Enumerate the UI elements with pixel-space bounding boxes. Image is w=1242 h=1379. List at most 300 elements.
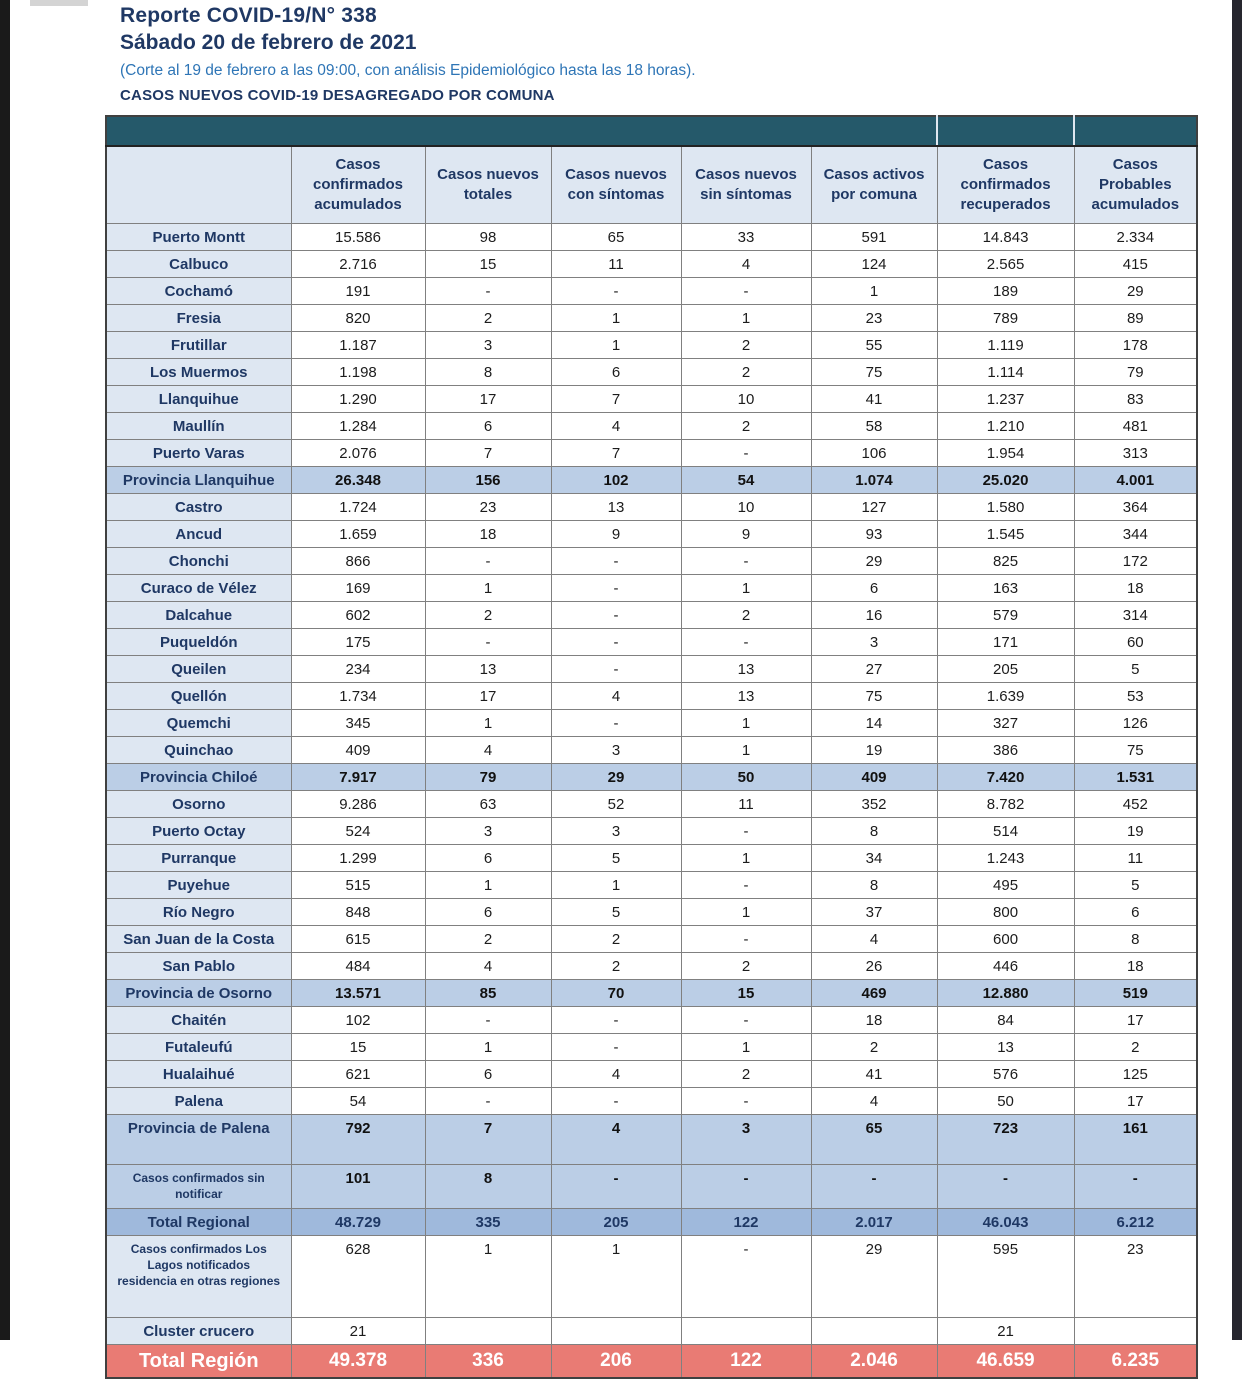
data-cell: 9.286 [291, 791, 425, 818]
data-cell: - [551, 1088, 681, 1115]
data-cell: 127 [811, 494, 937, 521]
data-cell: 3 [425, 332, 551, 359]
data-cell: 3 [425, 818, 551, 845]
data-cell: 1.290 [291, 386, 425, 413]
row-label: San Juan de la Costa [106, 926, 291, 953]
data-cell: 314 [1074, 602, 1197, 629]
data-cell: 514 [937, 818, 1074, 845]
data-cell: 600 [937, 926, 1074, 953]
data-cell: 352 [811, 791, 937, 818]
data-cell: 2.334 [1074, 224, 1197, 251]
row-label: Total Regional [106, 1209, 291, 1236]
data-cell: 6 [425, 1061, 551, 1088]
row-label: Ancud [106, 521, 291, 548]
data-cell: - [681, 818, 811, 845]
data-cell: 1 [681, 710, 811, 737]
row-label: Quinchao [106, 737, 291, 764]
teal-band-row [106, 116, 1197, 146]
data-cell: 11 [1074, 845, 1197, 872]
data-cell: - [681, 1165, 811, 1209]
data-cell: 6 [425, 413, 551, 440]
column-header: Casos confirmados acumulados [291, 146, 425, 224]
data-cell: 106 [811, 440, 937, 467]
table-row [106, 872, 1197, 899]
row-label: Llanquihue [106, 386, 291, 413]
data-cell: 1 [551, 332, 681, 359]
data-cell: 1 [425, 1236, 551, 1318]
data-cell: 18 [1074, 575, 1197, 602]
data-cell: 17 [1074, 1007, 1197, 1034]
data-cell: 1.243 [937, 845, 1074, 872]
data-cell: - [551, 1165, 681, 1209]
column-header: Casos nuevos sin síntomas [681, 146, 811, 224]
data-cell: 189 [937, 278, 1074, 305]
table-row [106, 575, 1197, 602]
data-cell: 8 [1074, 926, 1197, 953]
data-cell: 415 [1074, 251, 1197, 278]
data-cell: 26 [811, 953, 937, 980]
data-cell: 7 [425, 440, 551, 467]
data-cell: 7.917 [291, 764, 425, 791]
data-cell: 519 [1074, 980, 1197, 1007]
table-row [106, 278, 1197, 305]
table-row [106, 926, 1197, 953]
row-label: Puerto Varas [106, 440, 291, 467]
data-cell: 1.659 [291, 521, 425, 548]
data-cell: - [681, 440, 811, 467]
data-cell: 792 [291, 1115, 425, 1165]
data-cell: 29 [811, 548, 937, 575]
data-cell: 18 [425, 521, 551, 548]
data-cell: 124 [811, 251, 937, 278]
data-cell: 6 [1074, 899, 1197, 926]
data-cell: 9 [681, 521, 811, 548]
left-edge-bar [0, 0, 10, 1340]
data-cell: 52 [551, 791, 681, 818]
row-label: Curaco de Vélez [106, 575, 291, 602]
data-cell: 9 [551, 521, 681, 548]
data-cell: 1 [681, 845, 811, 872]
data-cell: 615 [291, 926, 425, 953]
data-cell: 21 [937, 1318, 1074, 1345]
data-cell: 820 [291, 305, 425, 332]
table-row [106, 305, 1197, 332]
data-cell: 206 [551, 1345, 681, 1379]
data-cell: 469 [811, 980, 937, 1007]
data-cell: 1.545 [937, 521, 1074, 548]
row-label: San Pablo [106, 953, 291, 980]
row-label: Casos confirmados sin notificar [106, 1165, 291, 1209]
data-cell: - [551, 548, 681, 575]
data-cell: 3 [811, 629, 937, 656]
row-label: Puerto Octay [106, 818, 291, 845]
data-cell: 14 [811, 710, 937, 737]
data-cell: - [551, 278, 681, 305]
data-cell: 23 [811, 305, 937, 332]
table-row [106, 332, 1197, 359]
data-cell: 15.586 [291, 224, 425, 251]
data-cell: - [551, 1007, 681, 1034]
data-cell: - [551, 629, 681, 656]
table-row [106, 1236, 1197, 1318]
data-cell: 409 [291, 737, 425, 764]
table-row [106, 548, 1197, 575]
table-row [106, 602, 1197, 629]
data-cell: 1.580 [937, 494, 1074, 521]
row-label: Palena [106, 1088, 291, 1115]
top-gray-strip [30, 0, 88, 6]
data-cell: 49.378 [291, 1345, 425, 1379]
data-cell: 2 [681, 602, 811, 629]
row-label: Futaleufú [106, 1034, 291, 1061]
data-cell: 4 [551, 1115, 681, 1165]
data-cell: - [811, 1165, 937, 1209]
table-row [106, 1034, 1197, 1061]
data-cell: 1.639 [937, 683, 1074, 710]
table-row [106, 1345, 1197, 1379]
data-cell: 1.114 [937, 359, 1074, 386]
data-cell: 2.017 [811, 1209, 937, 1236]
data-cell: 3 [551, 818, 681, 845]
data-cell: 4 [681, 251, 811, 278]
row-label: Fresia [106, 305, 291, 332]
row-label: Cluster crucero [106, 1318, 291, 1345]
data-cell: 1 [681, 1034, 811, 1061]
data-cell: 364 [1074, 494, 1197, 521]
data-cell: 21 [291, 1318, 425, 1345]
data-cell: 1 [425, 1034, 551, 1061]
data-cell: 1.210 [937, 413, 1074, 440]
table-row [106, 1115, 1197, 1165]
data-cell: - [681, 629, 811, 656]
table-row [106, 656, 1197, 683]
table-row [106, 683, 1197, 710]
data-cell: 628 [291, 1236, 425, 1318]
row-label: Puerto Montt [106, 224, 291, 251]
data-cell: - [551, 602, 681, 629]
row-label: Dalcahue [106, 602, 291, 629]
data-cell: 2 [1074, 1034, 1197, 1061]
column-header: Casos confirmados recuperados [937, 146, 1074, 224]
data-cell: 4.001 [1074, 467, 1197, 494]
data-cell: 26.348 [291, 467, 425, 494]
data-cell: 11 [681, 791, 811, 818]
row-label: Provincia de Osorno [106, 980, 291, 1007]
data-cell: 1 [681, 899, 811, 926]
data-cell: 579 [937, 602, 1074, 629]
row-label: Quellón [106, 683, 291, 710]
data-cell: 4 [551, 683, 681, 710]
data-cell: 591 [811, 224, 937, 251]
table-row [106, 1165, 1197, 1209]
data-cell: 3 [681, 1115, 811, 1165]
table-row [106, 251, 1197, 278]
data-cell: 33 [681, 224, 811, 251]
data-cell: 102 [551, 467, 681, 494]
data-cell: 48.729 [291, 1209, 425, 1236]
data-cell: 46.659 [937, 1345, 1074, 1379]
data-cell: 13 [681, 656, 811, 683]
data-cell: - [681, 278, 811, 305]
table-row [106, 845, 1197, 872]
data-cell: 481 [1074, 413, 1197, 440]
data-cell: 2 [681, 413, 811, 440]
data-cell: 14.843 [937, 224, 1074, 251]
data-cell: 495 [937, 872, 1074, 899]
data-cell: 58 [811, 413, 937, 440]
table-row [106, 467, 1197, 494]
data-cell: 7 [551, 440, 681, 467]
data-cell: 8 [811, 818, 937, 845]
data-cell: 4 [551, 1061, 681, 1088]
data-cell: 2 [681, 359, 811, 386]
table-row [106, 1318, 1197, 1345]
data-cell: 75 [1074, 737, 1197, 764]
data-cell: 1 [551, 1236, 681, 1318]
data-cell: 122 [681, 1345, 811, 1379]
data-cell: - [425, 1007, 551, 1034]
data-cell: 335 [425, 1209, 551, 1236]
data-cell: 25.020 [937, 467, 1074, 494]
data-cell: - [425, 1088, 551, 1115]
data-cell: 6.212 [1074, 1209, 1197, 1236]
data-cell: 4 [811, 1088, 937, 1115]
data-cell: 75 [811, 683, 937, 710]
table-row [106, 440, 1197, 467]
data-cell: 602 [291, 602, 425, 629]
data-cell: 1 [681, 305, 811, 332]
data-cell: 79 [1074, 359, 1197, 386]
data-cell: - [425, 278, 551, 305]
table-row [106, 764, 1197, 791]
data-cell: 336 [425, 1345, 551, 1379]
data-cell: 29 [551, 764, 681, 791]
data-cell [425, 1318, 551, 1345]
data-cell: 19 [1074, 818, 1197, 845]
teal-band-segment [937, 116, 1074, 146]
data-cell: - [681, 1236, 811, 1318]
row-label: Chonchi [106, 548, 291, 575]
data-cell: 848 [291, 899, 425, 926]
data-cell [681, 1318, 811, 1345]
data-cell: 452 [1074, 791, 1197, 818]
data-cell: 23 [1074, 1236, 1197, 1318]
data-cell: 344 [1074, 521, 1197, 548]
covid-cases-table [105, 115, 1198, 1379]
data-cell: 65 [811, 1115, 937, 1165]
data-cell: 2.716 [291, 251, 425, 278]
row-label: Hualaihué [106, 1061, 291, 1088]
data-cell: 156 [425, 467, 551, 494]
data-cell [1074, 1318, 1197, 1345]
data-cell: - [681, 872, 811, 899]
data-cell: 46.043 [937, 1209, 1074, 1236]
row-label: Queilen [106, 656, 291, 683]
data-cell: 16 [811, 602, 937, 629]
data-cell: 101 [291, 1165, 425, 1209]
data-cell: 172 [1074, 548, 1197, 575]
data-cell: 1.074 [811, 467, 937, 494]
column-header: Casos nuevos con síntomas [551, 146, 681, 224]
data-cell: - [937, 1165, 1074, 1209]
data-cell: 163 [937, 575, 1074, 602]
data-cell: - [681, 1007, 811, 1034]
data-cell: 15 [681, 980, 811, 1007]
data-cell: 1 [425, 575, 551, 602]
data-cell: 2 [425, 926, 551, 953]
data-cell: - [681, 1088, 811, 1115]
row-label: Cochamó [106, 278, 291, 305]
data-cell: 27 [811, 656, 937, 683]
data-cell: 70 [551, 980, 681, 1007]
data-cell: 6 [551, 359, 681, 386]
table-row [106, 413, 1197, 440]
row-label: Frutillar [106, 332, 291, 359]
data-cell: 60 [1074, 629, 1197, 656]
data-cell: 13 [937, 1034, 1074, 1061]
data-cell: 85 [425, 980, 551, 1007]
data-cell: 205 [551, 1209, 681, 1236]
data-cell: 1.198 [291, 359, 425, 386]
data-cell: 7 [551, 386, 681, 413]
data-cell: 1.299 [291, 845, 425, 872]
data-cell: 83 [1074, 386, 1197, 413]
table-row [106, 1061, 1197, 1088]
data-cell [551, 1318, 681, 1345]
data-cell: 1.954 [937, 440, 1074, 467]
data-cell: 1 [551, 305, 681, 332]
data-cell: - [551, 1034, 681, 1061]
row-label: Casos confirmados Los Lagos notificados residencia en otras regiones [106, 1236, 291, 1318]
data-cell: 6 [425, 845, 551, 872]
data-cell: 789 [937, 305, 1074, 332]
data-cell: 4 [811, 926, 937, 953]
table-row [106, 386, 1197, 413]
data-cell: 723 [937, 1115, 1074, 1165]
row-label: Purranque [106, 845, 291, 872]
table-row [106, 629, 1197, 656]
data-cell: - [551, 575, 681, 602]
data-cell: 2.046 [811, 1345, 937, 1379]
row-label: Castro [106, 494, 291, 521]
column-header: Casos nuevos totales [425, 146, 551, 224]
table-row [106, 1088, 1197, 1115]
data-cell: 1 [425, 872, 551, 899]
data-cell: 6.235 [1074, 1345, 1197, 1379]
data-cell: 122 [681, 1209, 811, 1236]
row-label: Puyehue [106, 872, 291, 899]
data-cell [811, 1318, 937, 1345]
data-cell: 1 [811, 278, 937, 305]
data-cell: 8 [425, 359, 551, 386]
data-cell: 2 [681, 332, 811, 359]
data-cell: 2 [681, 953, 811, 980]
data-cell: 75 [811, 359, 937, 386]
data-cell: 89 [1074, 305, 1197, 332]
data-cell: 54 [681, 467, 811, 494]
row-label: Maullín [106, 413, 291, 440]
data-cell: 6 [425, 899, 551, 926]
data-cell: - [425, 629, 551, 656]
data-cell: 126 [1074, 710, 1197, 737]
data-cell: 800 [937, 899, 1074, 926]
data-cell: 15 [425, 251, 551, 278]
column-header-row [106, 146, 1197, 224]
report-cutoff-note: (Corte al 19 de febrero a las 09:00, con análisis Epidemiológico hasta las 18 horas). [120, 62, 696, 79]
column-header [106, 146, 291, 224]
table-row [106, 899, 1197, 926]
data-cell: 23 [425, 494, 551, 521]
table-row [106, 521, 1197, 548]
data-cell: 1.734 [291, 683, 425, 710]
data-cell: 29 [1074, 278, 1197, 305]
data-cell: 50 [937, 1088, 1074, 1115]
data-cell: 3 [551, 737, 681, 764]
table-row [106, 710, 1197, 737]
data-cell: 17 [425, 683, 551, 710]
data-cell: 1 [551, 872, 681, 899]
column-header: Casos Probables acumulados [1074, 146, 1197, 224]
data-cell: - [551, 656, 681, 683]
data-cell: 178 [1074, 332, 1197, 359]
data-cell: 8.782 [937, 791, 1074, 818]
data-cell: 1.237 [937, 386, 1074, 413]
data-cell: 7 [425, 1115, 551, 1165]
teal-band-segment [106, 116, 937, 146]
data-cell: 2 [551, 953, 681, 980]
data-cell: 171 [937, 629, 1074, 656]
data-cell: 2.565 [937, 251, 1074, 278]
report-date: Sábado 20 de febrero de 2021 [120, 31, 417, 54]
data-cell: 1.119 [937, 332, 1074, 359]
data-cell: 37 [811, 899, 937, 926]
data-cell: 169 [291, 575, 425, 602]
table-row [106, 953, 1197, 980]
row-label: Chaitén [106, 1007, 291, 1034]
data-cell: 54 [291, 1088, 425, 1115]
table-row [106, 1209, 1197, 1236]
data-cell: 10 [681, 386, 811, 413]
table-row [106, 980, 1197, 1007]
data-cell: 53 [1074, 683, 1197, 710]
data-cell: 18 [1074, 953, 1197, 980]
data-cell: 205 [937, 656, 1074, 683]
data-cell: 29 [811, 1236, 937, 1318]
column-header: Casos activos por comuna [811, 146, 937, 224]
data-cell: 2 [425, 305, 551, 332]
data-cell: - [425, 548, 551, 575]
data-cell: 386 [937, 737, 1074, 764]
data-cell: - [1074, 1165, 1197, 1209]
data-cell: 17 [1074, 1088, 1197, 1115]
data-cell: 13 [681, 683, 811, 710]
data-cell: 17 [425, 386, 551, 413]
table-row [106, 494, 1197, 521]
row-label: Provincia de Palena [106, 1115, 291, 1165]
data-cell: 1.724 [291, 494, 425, 521]
data-cell: 191 [291, 278, 425, 305]
data-cell: 4 [551, 413, 681, 440]
data-cell: 55 [811, 332, 937, 359]
row-label: Calbuco [106, 251, 291, 278]
data-cell: - [681, 926, 811, 953]
data-cell: - [681, 548, 811, 575]
data-cell: 5 [1074, 872, 1197, 899]
data-cell: 8 [425, 1165, 551, 1209]
data-cell: 102 [291, 1007, 425, 1034]
data-cell: 595 [937, 1236, 1074, 1318]
data-cell: 1.284 [291, 413, 425, 440]
